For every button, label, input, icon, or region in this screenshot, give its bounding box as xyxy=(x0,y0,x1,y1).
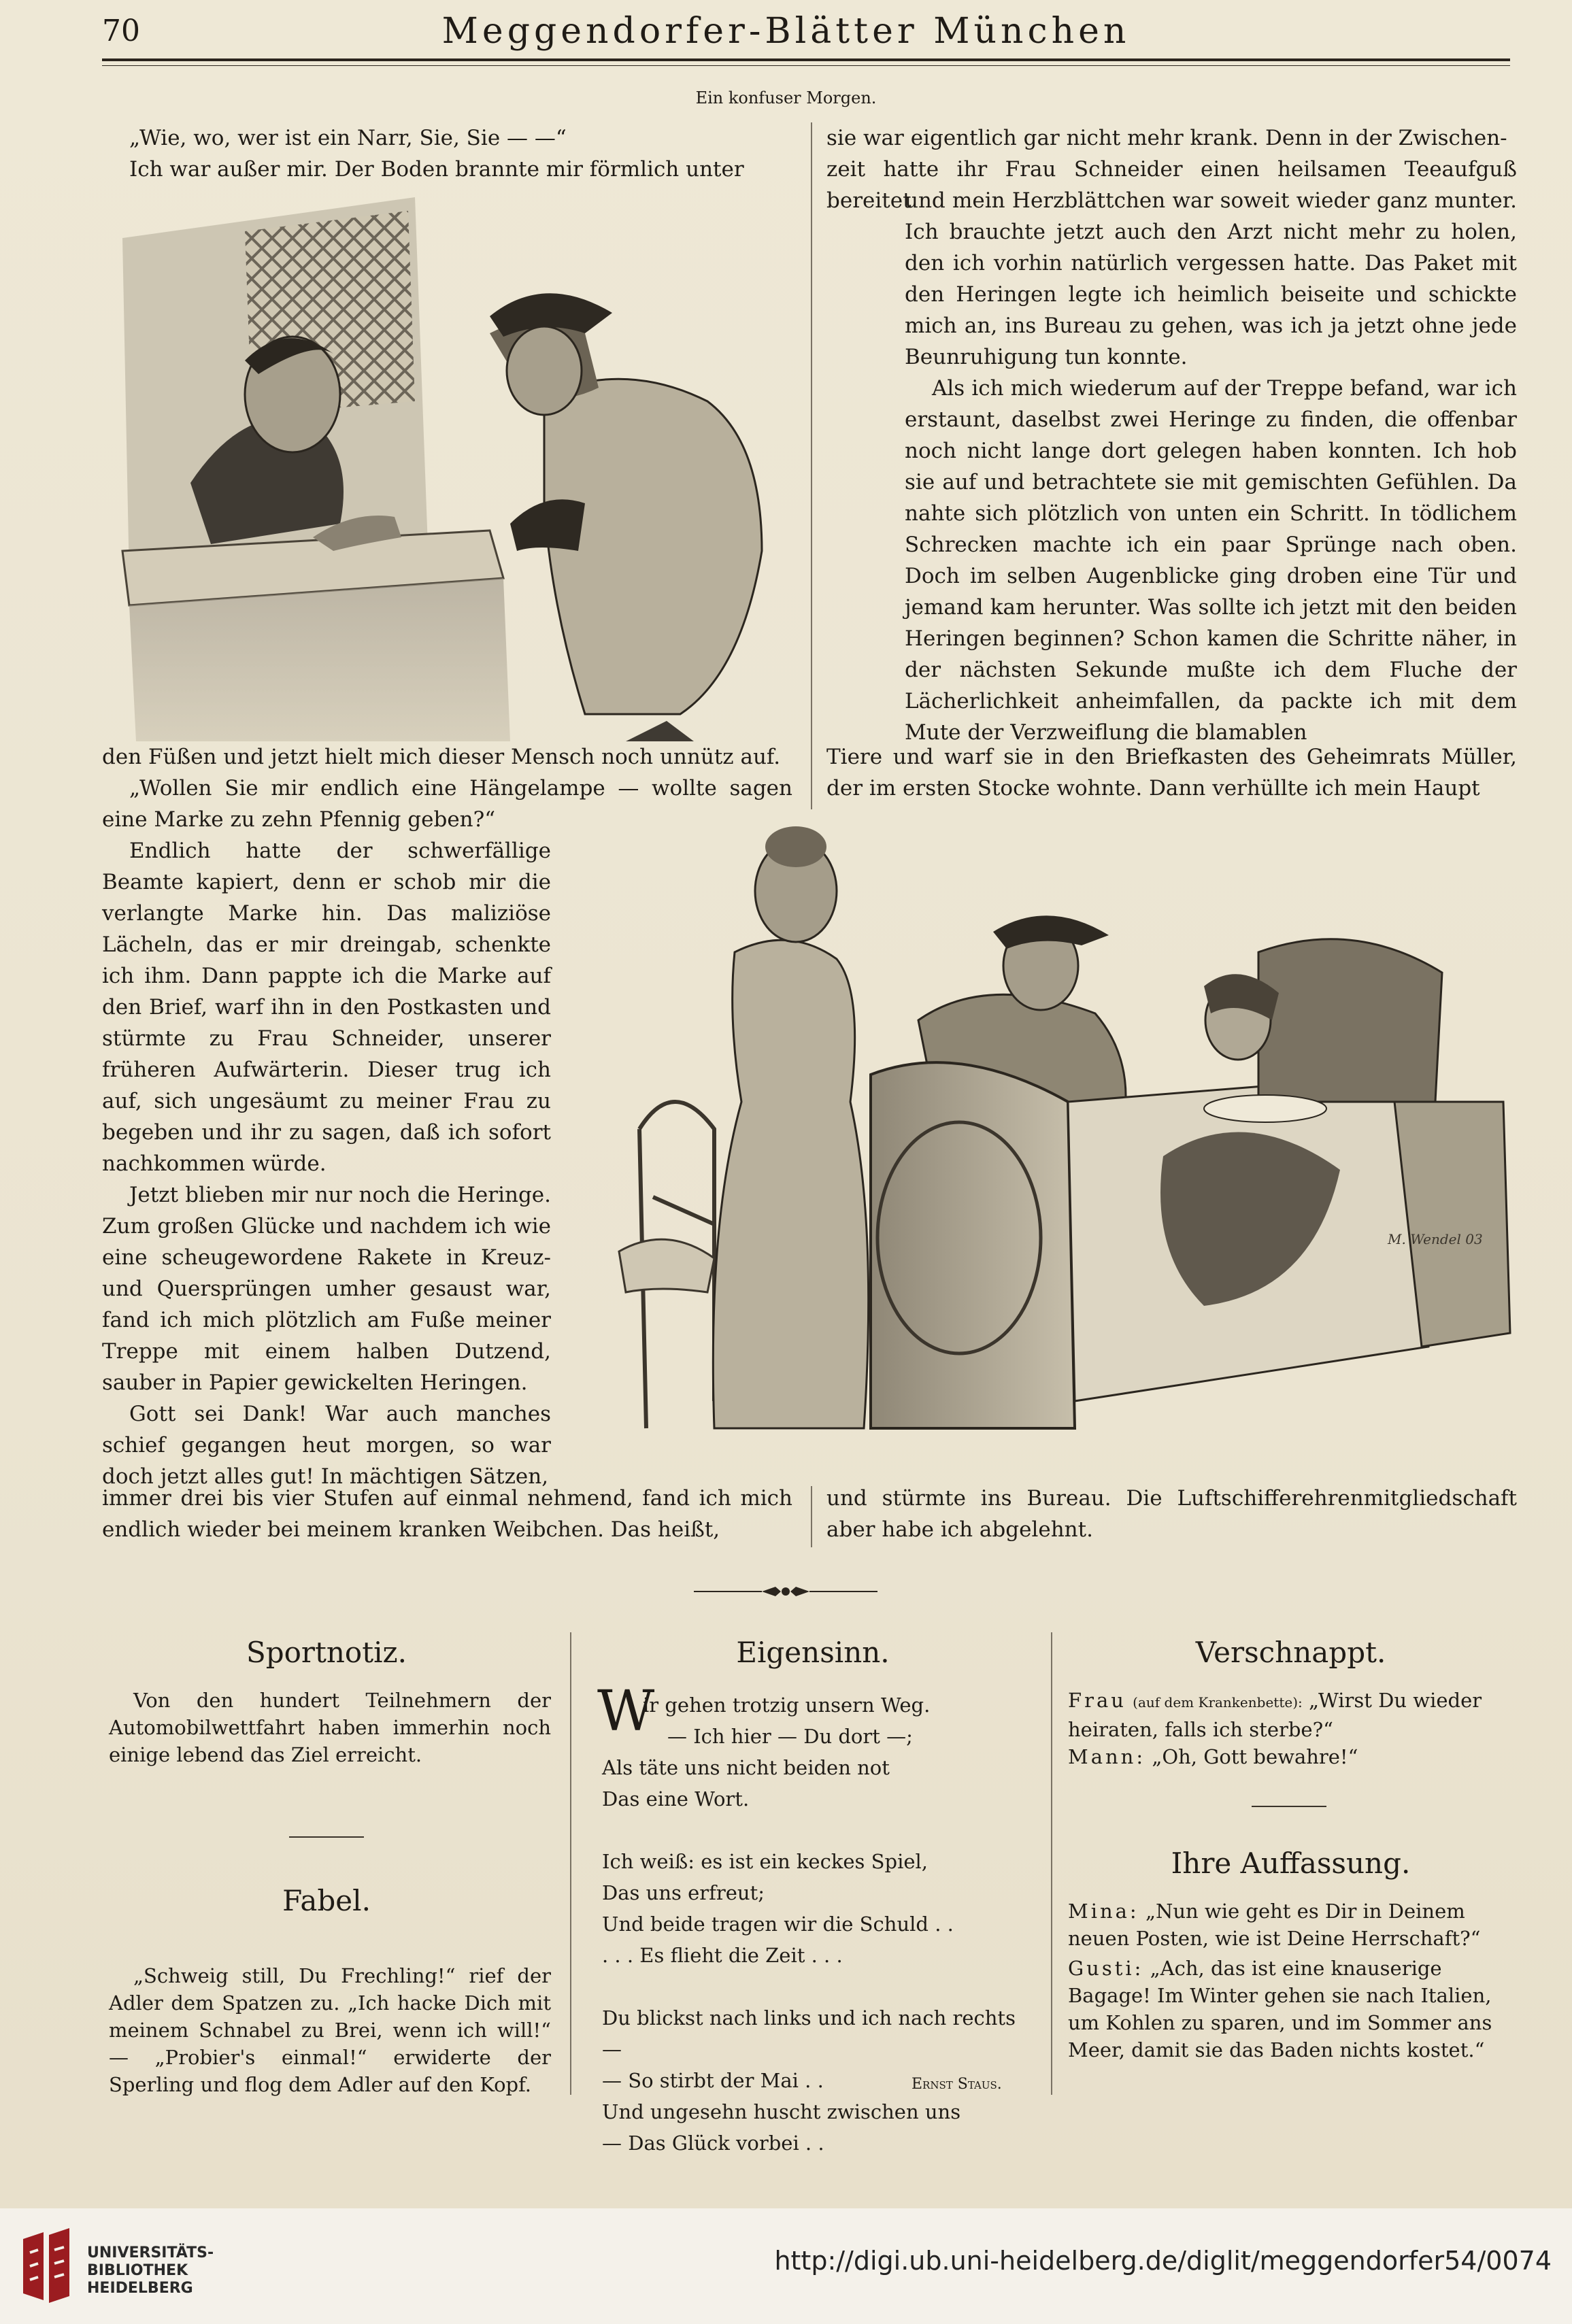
illustration-post-office xyxy=(109,197,816,741)
poem-line: ir gehen trotzig unsern Weg. xyxy=(643,1694,931,1717)
story-left-narrow xyxy=(102,835,551,1492)
poem-line: Und beide tragen wir die Schuld . . xyxy=(602,1913,954,1936)
logo-line: UNIVERSITÄTS- xyxy=(87,2244,214,2261)
section-separator xyxy=(289,1836,364,1838)
illustration-sickbed xyxy=(578,816,1517,1469)
story-paragraph: Als ich mich wiederum auf der Treppe befand, war ich erstaunt, daselbst zwei Heringe zu finden, die offenbar noch nicht lange dort gelegen haben konnten. Ich hob sie auf und betrachtete sie mit gemischten Gefühlen. Da nahte sich plötzlich von unten ein Schritt. In tödlichem Schrecken machte ich ein paar Sprünge nach oben. Doch im selben Augenblicke ging droben eine Tür und jemand kam herunter. Was sollte ich jetzt mit den beiden Heringen beginnen? Schon kamen die Schritte näher, in der nächsten Sekunde mußte ich dem Fluche der Lächerlichkeit anheimfallen, da packte ich mit dem Mute der Verzweiflung die blamablen xyxy=(905,376,1517,745)
story-paragraph: den Füßen und jetzt hielt mich dieser Mensch noch unnütz auf. xyxy=(102,745,781,769)
poem-line: — So stirbt der Mai . . xyxy=(602,2069,824,2092)
story-subtitle: Ein konfuser Morgen. xyxy=(695,88,877,107)
column-divider xyxy=(1051,1632,1052,2095)
story-paragraph: Gott sei Dank! War auch manches schief gegangen heut morgen, so war doch jetzt alles gut! In mächtigen Sätzen, xyxy=(102,1402,551,1489)
header-rule-thin xyxy=(102,65,1510,66)
dialogue-text: „Ach, das ist eine knauserige Bagage! Im Winter gehen sie nach Italien, um Kohlen zu sparen, und im Sommer ans Meer, damit sie das Baden nichts kostet.“ xyxy=(1068,1957,1492,2061)
story-paragraph: Ich war außer mir. Der Boden brannte mir förmlich unter xyxy=(129,157,744,182)
story-paragraph: „Wie, wo, wer ist ein Narr, Sie, Sie — —“ xyxy=(129,126,567,150)
fabel-text: „Schweig still, Du Frechling!“ rief der Adler dem Spatzen zu. „Ich hacke Dich mit meinem Schnabel zu Brei, wenn ich will!“ — „Probier's einmal!“ erwiderte der Sperling und flog dem Adler auf den Kopf. xyxy=(109,1964,551,2096)
auffassung-heading: Ihre Auffassung. xyxy=(1171,1847,1411,1880)
story-paragraph: sie war eigentlich gar nicht mehr krank. Denn in der Zwischen- xyxy=(826,126,1507,150)
drop-cap: W xyxy=(597,1679,655,1744)
poem-line: Das uns erfreut; xyxy=(602,1881,765,1904)
header-rule-thick xyxy=(102,58,1510,61)
poem-author: Ernst Staus. xyxy=(912,2076,1002,2093)
speaker-label: Gusti: xyxy=(1068,1957,1144,1980)
poem-line: Du blickst nach links und ich nach rechts — xyxy=(602,2006,1016,2061)
story-paragraph: immer drei bis vier Stufen auf einmal nehmend, fand ich mich endlich wieder bei meinem kranken Weibchen. Das heißt, xyxy=(102,1486,792,1542)
story-paragraph: „Wollen Sie mir endlich eine Hängelampe — wollte sagen eine Marke zu zehn Pfennig geben?“ xyxy=(102,776,792,832)
section-separator xyxy=(1252,1806,1326,1807)
speaker-label: Frau xyxy=(1068,1689,1126,1712)
dialogue-text: „Oh, Gott bewahre!“ xyxy=(1152,1745,1358,1768)
story-left-top xyxy=(102,122,792,185)
dialogue-text: „Wirst Du wieder heiraten, falls ich sterbe?“ xyxy=(1068,1689,1482,1741)
story-paragraph: und mein Herzblättchen war soweit wieder ganz munter. Ich brauchte jetzt auch den Arzt nicht mehr zu holen, den ich vorhin natürlich vergessen hatte. Das Paket mit den Heringen legte ich heimlich beiseite und schickte mich an, ins Bureau zu gehen, was ich ja jetzt ohne jede Beunruhigung tun konnte. xyxy=(905,188,1517,369)
poem-line: Ich weiß: es ist ein keckes Spiel, xyxy=(602,1850,929,1873)
stage-direction: (auf dem Krankenbette): xyxy=(1133,1694,1303,1711)
poem-gap xyxy=(602,1815,1037,1846)
poem-gap xyxy=(602,1971,1037,2002)
page-number: 70 xyxy=(102,14,140,48)
story-paragraph: zeit hatte ihr Frau Schneider einen heilsamen Teeaufguß bereitet xyxy=(826,157,1517,213)
sport-heading: Sportnotiz. xyxy=(246,1636,407,1669)
logo-line: HEIDELBERG xyxy=(87,2280,193,2297)
poem-line: Und ungesehn huscht zwischen uns xyxy=(602,2100,961,2123)
dialogue-text: „Nun wie geht es Dir in Deinem neuen Posten, wie ist Deine Herrschaft?“ xyxy=(1068,1900,1481,1950)
poem-line: — Ich hier — Du dort —; xyxy=(667,1725,913,1748)
dialogue-line xyxy=(1068,1743,1517,1770)
logo-line: BIBLIOTHEK xyxy=(87,2262,188,2279)
eigensinn-heading: Eigensinn. xyxy=(736,1636,890,1669)
ornament-divider xyxy=(694,1581,877,1602)
verschnappt-heading: Verschnappt. xyxy=(1195,1636,1386,1669)
story-paragraph: Endlich hatte der schwerfällige Beamte kapiert, denn er schob mir die verlangte Marke hin. Das maliziöse Lächeln, das er mir dreingab, schenkte ich ihm. Dann pappte ich die Marke auf den Brief, warf ihn in den Postkasten und stürmte zu Frau Schneider, unserer früheren Aufwärterin. Dieser trug ich auf, sich ungesäumt zu meiner Frau zu begeben und ihr zu sagen, daß ich sofort nachkommen würde. xyxy=(102,839,551,1176)
story-left-bottom xyxy=(102,1483,792,1545)
dialogue-line xyxy=(1068,1955,1517,2064)
story-right-bottom xyxy=(826,1483,1517,1545)
speaker-label: Mina: xyxy=(1068,1900,1139,1923)
story-right-mid xyxy=(826,741,1517,804)
dialogue-line xyxy=(1068,1898,1517,1952)
column-divider xyxy=(570,1632,571,2095)
university-name xyxy=(87,2244,214,2297)
poem-line: Das eine Wort. xyxy=(602,1787,750,1811)
story-paragraph: Tiere und warf sie in den Briefkasten des Geheimrats Müller, der im ersten Stocke wohnte. Dann verhüllte ich mein Haupt xyxy=(826,745,1517,801)
fabel-heading: Fabel. xyxy=(282,1884,371,1917)
sport-text: Von den hundert Teilnehmern der Automobilwettfahrt haben immerhin noch einige lebend das Ziel erreicht. xyxy=(109,1689,551,1766)
poem-line: — Das Glück vorbei . . xyxy=(602,2132,824,2155)
story-paragraph: Jetzt blieben mir nur noch die Heringe. Zum großen Glücke und nachdem ich wie eine scheugewordene Rakete in Kreuz- und Quersprüngen umher gesaust war, fand ich mich plötzlich am Fuße meiner Treppe mit einem halben Dutzend, sauber in Papier gewickelten Heringen. xyxy=(102,1183,551,1395)
source-url-link[interactable]: http://digi.ub.uni-heidelberg.de/diglit/meggendorfer54/0074 xyxy=(774,2246,1552,2276)
speaker-label: Mann: xyxy=(1068,1745,1146,1768)
column-divider xyxy=(811,1486,812,1547)
dialogue-line xyxy=(1068,1687,1517,1743)
poem-line: Als täte uns nicht beiden not xyxy=(602,1756,890,1779)
story-paragraph: und stürmte ins Bureau. Die Luftschifferehrenmitgliedschaft aber habe ich abgelehnt. xyxy=(826,1486,1517,1542)
magazine-title: Meggendorfer-Blätter München xyxy=(441,11,1131,52)
story-right-narrow xyxy=(905,185,1517,748)
poem-line: . . . Es flieht die Zeit . . . xyxy=(602,1944,843,1967)
illustrator-signature: M. Wendel 03 xyxy=(1388,1231,1483,1247)
auffassung-text xyxy=(1068,1898,1517,2064)
verschnappt-text xyxy=(1068,1687,1517,1770)
university-logo-icon xyxy=(16,2225,84,2307)
